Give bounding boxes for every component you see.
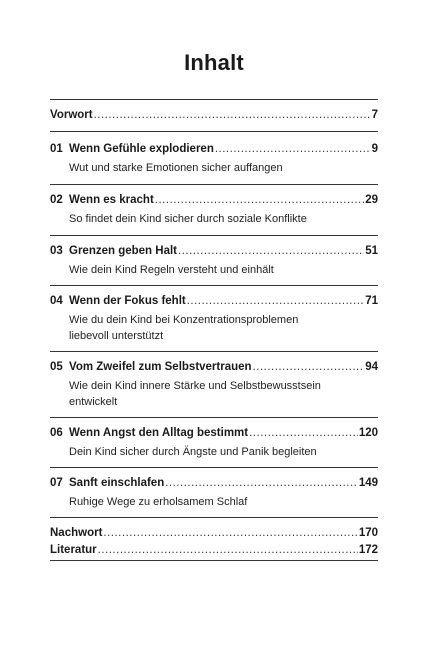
toc-entry-page: 94 bbox=[365, 361, 378, 373]
page-title: Inhalt bbox=[184, 50, 244, 75]
dot-leader bbox=[165, 476, 358, 490]
toc-entry-subtitle: Wut und starke Emotionen sicher auffangen bbox=[69, 162, 283, 174]
toc-entry-label: Vom Zweifel zum Selbstvertrauen bbox=[69, 361, 252, 373]
toc-entry-01[interactable] bbox=[50, 142, 378, 176]
dot-leader bbox=[178, 244, 364, 258]
toc-entry-page: 29 bbox=[365, 194, 378, 206]
divider bbox=[50, 560, 378, 561]
toc-entry-number: 04 bbox=[50, 295, 63, 307]
dot-leader bbox=[249, 426, 358, 440]
toc-entry-05[interactable] bbox=[50, 360, 378, 410]
divider bbox=[50, 235, 378, 236]
dot-leader bbox=[155, 193, 364, 207]
divider bbox=[50, 285, 378, 286]
toc-entry-page: 120 bbox=[358, 427, 378, 439]
toc-entry-subtitle: Wie dein Kind Regeln versteht und einhält bbox=[69, 264, 274, 276]
toc-page bbox=[50, 0, 378, 648]
divider bbox=[50, 99, 378, 100]
toc-entry-07[interactable] bbox=[50, 476, 378, 510]
toc-entry-page: 172 bbox=[358, 544, 378, 556]
dot-leader bbox=[215, 142, 371, 156]
toc-entry-number: 01 bbox=[50, 143, 63, 155]
toc-entry-label: Wenn der Fokus fehlt bbox=[69, 295, 186, 307]
toc-entry-03[interactable] bbox=[50, 244, 378, 278]
toc-entry-subtitle: Wie du dein Kind bei Konzentrationsproblemen liebevoll unterstützt bbox=[69, 314, 299, 342]
toc-entry-label: Literatur bbox=[50, 544, 97, 556]
toc-entry-06[interactable] bbox=[50, 426, 378, 460]
toc-entry-number: 03 bbox=[50, 245, 63, 257]
toc-entry-page: 9 bbox=[371, 143, 378, 155]
dot-leader bbox=[94, 108, 371, 122]
toc-entry-number: 02 bbox=[50, 194, 63, 206]
divider bbox=[50, 351, 378, 352]
toc-entry-label: Nachwort bbox=[50, 527, 103, 539]
dot-leader bbox=[253, 360, 365, 374]
toc-entry-nachwort[interactable] bbox=[50, 526, 378, 540]
toc-entry-page: 7 bbox=[371, 109, 378, 121]
toc-entry-vorwort[interactable] bbox=[50, 108, 378, 122]
toc-entry-subtitle: Dein Kind sicher durch Ängste und Panik begleiten bbox=[69, 446, 317, 458]
divider bbox=[50, 184, 378, 185]
toc-entry-page: 170 bbox=[358, 527, 378, 539]
toc-entry-page: 71 bbox=[365, 295, 378, 307]
toc-entry-02[interactable] bbox=[50, 193, 378, 227]
toc-entry-literatur[interactable] bbox=[50, 543, 378, 557]
toc-entry-label: Wenn Gefühle explodieren bbox=[69, 143, 214, 155]
divider bbox=[50, 517, 378, 518]
toc-entry-subtitle: Wie dein Kind innere Stärke und Selbstbewusstsein entwickelt bbox=[69, 380, 321, 408]
toc-entry-number: 05 bbox=[50, 361, 63, 373]
toc-entry-label: Wenn es kracht bbox=[69, 194, 154, 206]
dot-leader bbox=[98, 543, 358, 557]
dot-leader bbox=[187, 294, 364, 308]
toc-entry-page: 51 bbox=[365, 245, 378, 257]
divider bbox=[50, 467, 378, 468]
divider bbox=[50, 417, 378, 418]
toc-entry-label: Wenn Angst den Alltag bestimmt bbox=[69, 427, 249, 439]
toc-entry-subtitle: So findet dein Kind sicher durch soziale Konflikte bbox=[69, 213, 307, 225]
toc-entry-04[interactable] bbox=[50, 294, 378, 344]
toc-entry-number: 07 bbox=[50, 477, 63, 489]
dot-leader bbox=[103, 526, 357, 540]
toc-entry-label: Sanft einschlafen bbox=[69, 477, 165, 489]
divider bbox=[50, 131, 378, 132]
toc-entry-label: Grenzen geben Halt bbox=[69, 245, 177, 257]
toc-entry-label: Vorwort bbox=[50, 109, 93, 121]
toc-entry-number: 06 bbox=[50, 427, 63, 439]
toc-entry-page: 149 bbox=[358, 477, 378, 489]
toc-entry-subtitle: Ruhige Wege zu erholsamem Schlaf bbox=[69, 496, 248, 508]
